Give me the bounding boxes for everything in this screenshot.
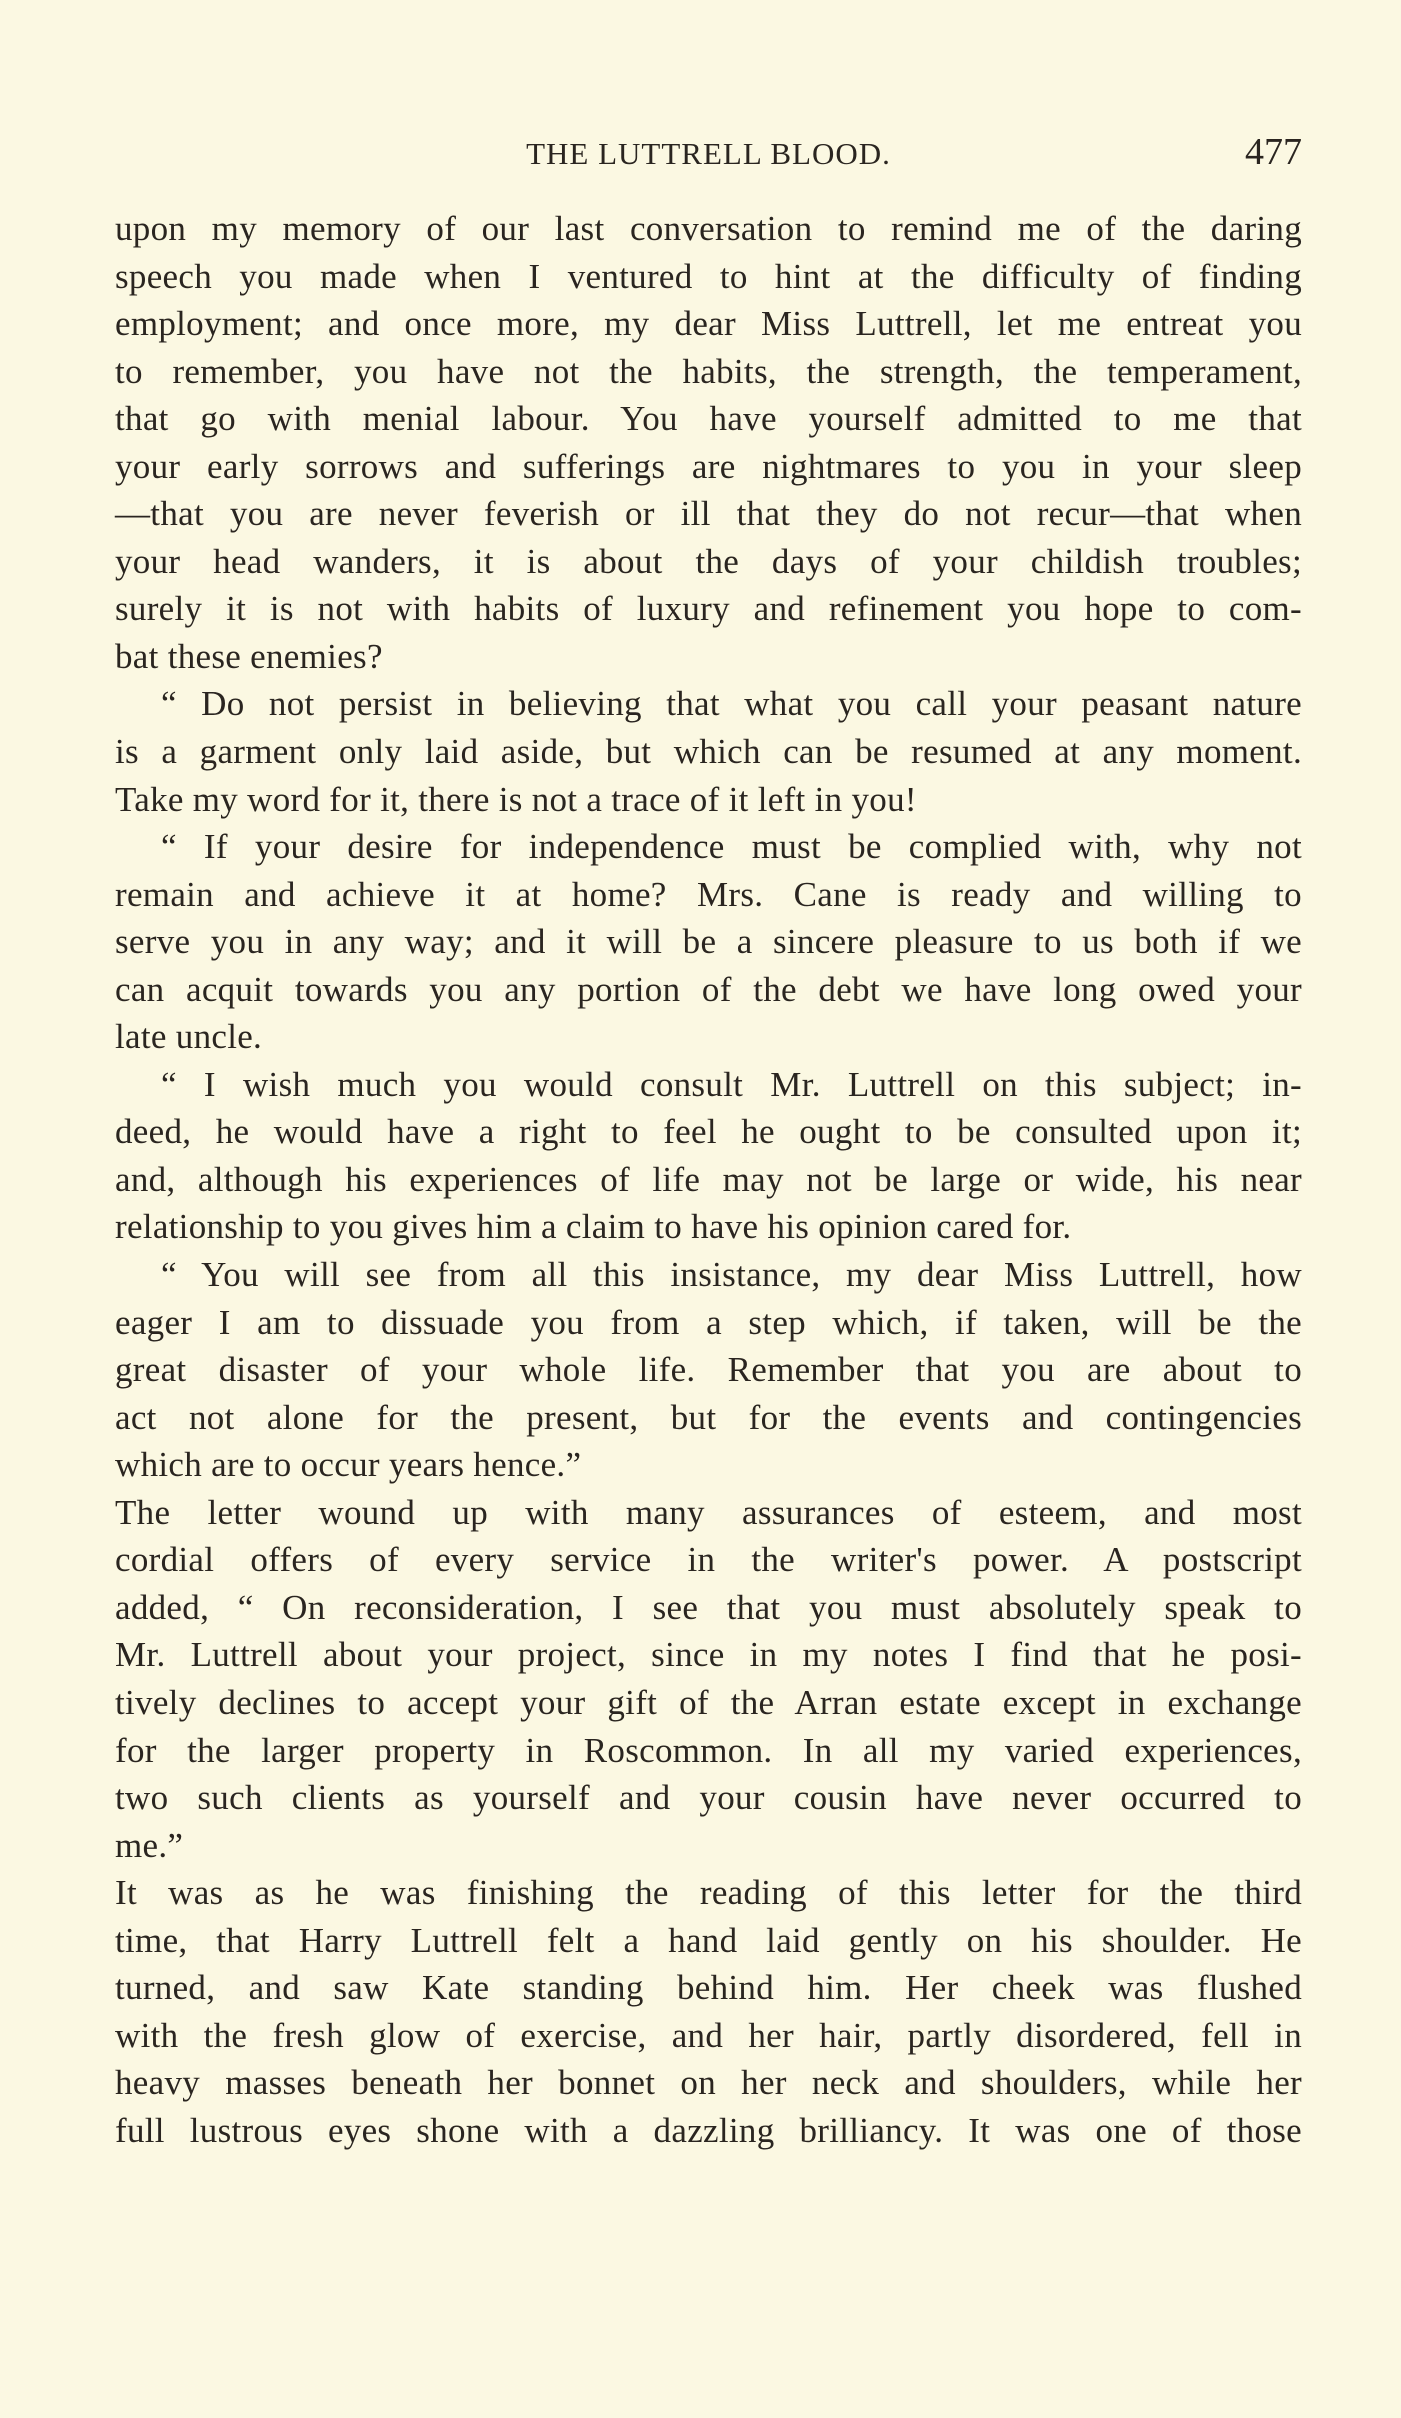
text-line: “ If your desire for independence must be complied with, why not [161, 827, 1302, 867]
text-line: full lustrous eyes shone with a dazzling brilliancy. It was one of those [115, 2110, 1302, 2150]
text-line: remain and achieve it at home? Mrs. Cane is ready and willing to [115, 874, 1302, 914]
page-header [115, 130, 1302, 178]
text-line: surely it is not with habits of luxury and refinement you hope to com- [115, 589, 1302, 629]
text-line: your early sorrows and sufferings are nightmares to you in your sleep [115, 446, 1302, 486]
text-line: cordial offers of every service in the writer's power. A postscript [115, 1540, 1302, 1580]
text-line: late uncle. [115, 1017, 263, 1057]
text-line: me.” [115, 1825, 184, 1865]
text-line: two such clients as yourself and your cousin have never occurred to [115, 1778, 1302, 1818]
text-line: your head wanders, it is about the days of your childish troubles; [115, 541, 1302, 581]
text-line: that go with menial labour. You have yourself admitted to me that [115, 399, 1302, 439]
running-title: THE LUTTRELL BLOOD. [526, 136, 891, 171]
text-line: deed, he would have a right to feel he ought to be consulted upon it; [115, 1112, 1302, 1152]
text-line: great disaster of your whole life. Remember that you are about to [115, 1350, 1302, 1390]
body-text [115, 205, 1302, 2154]
text-line: turned, and saw Kate standing behind him. Her cheek was flushed [115, 1968, 1302, 2008]
text-line: and, although his experiences of life may not be large or wide, his near [115, 1159, 1302, 1199]
text-line: eager I am to dissuade you from a step which, if taken, will be the [115, 1302, 1302, 1342]
text-line: with the fresh glow of exercise, and her hair, partly disordered, fell in [115, 2015, 1302, 2055]
text-line: for the larger property in Roscommon. In all my varied experiences, [115, 1730, 1302, 1770]
text-line: added, “ On reconsideration, I see that you must absolutely speak to [115, 1587, 1302, 1627]
text-line: The letter wound up with many assurances of esteem, and most [115, 1492, 1302, 1532]
text-line: employment; and once more, my dear Miss Luttrell, let me entreat you [115, 304, 1302, 344]
text-line: act not alone for the present, but for the events and contingencies [115, 1397, 1302, 1437]
page-number: 477 [1245, 131, 1302, 173]
text-line: —that you are never feverish or ill that they do not recur—that when [115, 494, 1302, 534]
text-line: tively declines to accept your gift of the Arran estate except in exchange [115, 1682, 1302, 1722]
text-line: Take my word for it, there is not a trace of it left in you! [115, 779, 917, 819]
text-line: relationship to you gives him a claim to have his opinion cared for. [115, 1207, 1072, 1247]
text-line: which are to occur years hence.” [115, 1445, 582, 1485]
text-line: to remember, you have not the habits, the strength, the temperament, [115, 351, 1302, 391]
text-line: “ Do not persist in believing that what you call your peasant nature [161, 684, 1302, 724]
text-line: “ You will see from all this insistance, my dear Miss Luttrell, how [161, 1255, 1302, 1295]
text-line: serve you in any way; and it will be a sincere pleasure to us both if we [115, 922, 1302, 962]
text-line: bat these enemies? [115, 636, 383, 676]
text-line: heavy masses beneath her bonnet on her neck and shoulders, while her [115, 2063, 1302, 2103]
text-line: time, that Harry Luttrell felt a hand laid gently on his shoulder. He [115, 1920, 1302, 1960]
text-line: It was as he was finishing the reading of this letter for the third [115, 1873, 1302, 1913]
text-line: is a garment only laid aside, but which can be resumed at any moment. [115, 732, 1302, 772]
text-line: Mr. Luttrell about your project, since in my notes I find that he posi- [115, 1635, 1302, 1675]
text-line: upon my memory of our last conversation to remind me of the daring [115, 209, 1302, 248]
text-line: speech you made when I ventured to hint at the difficulty of finding [115, 256, 1302, 296]
text-line: can acquit towards you any portion of the debt we have long owed your [115, 969, 1302, 1009]
text-line: “ I wish much you would consult Mr. Luttrell on this subject; in- [161, 1064, 1302, 1104]
